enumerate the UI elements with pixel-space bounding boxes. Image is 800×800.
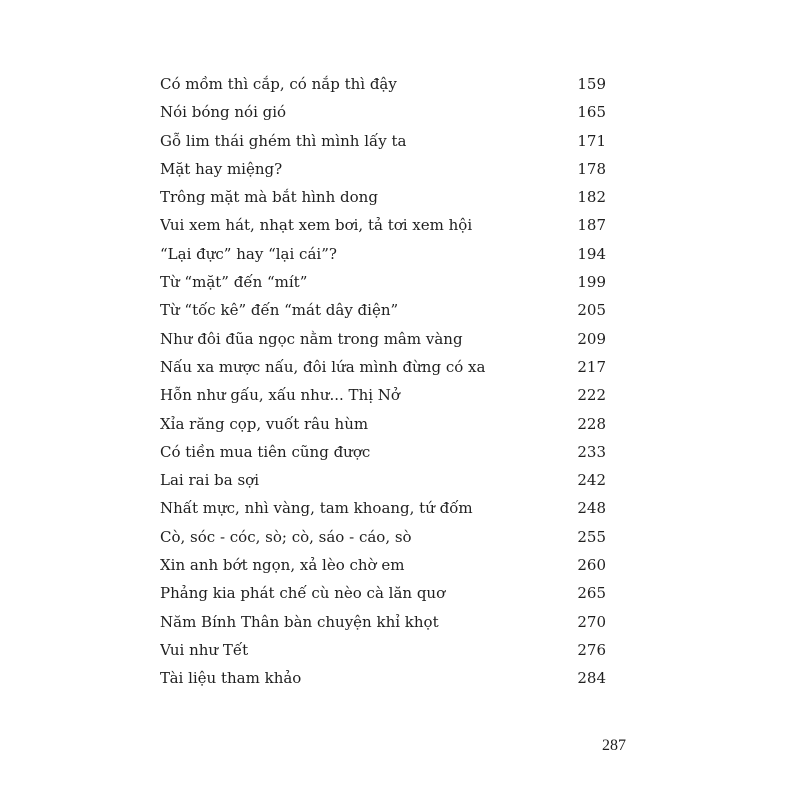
toc-entry [160,353,606,381]
toc-entry-title: Như đôi đũa ngọc nằm trong mâm vàng [160,329,463,348]
toc-entry-title: Có mồm thì cắp, có nắp thì đậy [160,75,397,93]
page-number: 287 [602,737,626,754]
toc-entry-title: Cò, sóc - cóc, sò; cò, sáo - cáo, sò [160,527,412,546]
toc-entry-page: 217 [577,357,606,376]
toc-entry-page: 260 [577,556,606,575]
toc-entry-page: 222 [577,386,606,405]
toc-entry-title: Nhất mực, nhì vàng, tam khoang, tứ đốm [160,499,473,518]
toc-entry-title: Có tiền mua tiên cũng được [160,442,371,461]
toc-entry-page: 165 [577,103,606,122]
toc-entry-title: Xỉa răng cọp, vuốt râu hùm [160,414,369,433]
toc-entry-title: Lai rai ba sợi [160,471,259,490]
toc-entry-title: Nói bóng nói gió [160,103,287,122]
toc-entry-title: Nấu xa mược nấu, đôi lứa mình đừng có xa [160,357,486,376]
toc-entry-page: 159 [577,75,606,93]
toc-entry-title: Gỗ lim thái ghém thì mình lấy ta [160,131,407,150]
toc-entry-page: 284 [577,669,606,688]
toc-entry-title: Phảng kia phát chế cù nèo cà lăn quơ [160,584,446,603]
toc-entry-title: Từ “mặt” đến “mít” [160,273,308,292]
toc-entry-page: 228 [577,414,606,433]
toc-entry-title: Từ “tốc kê” đến “mát dây điện” [160,301,399,320]
table-of-contents [160,70,606,693]
toc-entry [160,155,606,183]
toc-entry-page: 265 [577,584,606,603]
toc-entry-title: Mặt hay miệng? [160,159,283,178]
toc-entry-page: 233 [577,442,606,461]
toc-entry [160,636,606,664]
toc-entry-page: 205 [577,301,606,320]
toc-entry-page: 209 [577,329,606,348]
toc-entry-page: 248 [577,499,606,518]
toc-entry-title: Tài liệu tham khảo [160,669,302,688]
toc-entry [160,70,606,98]
toc-entry-title: Xin anh bớt ngọn, xả lèo chờ em [160,556,405,575]
toc-entry [160,183,606,211]
toc-entry [160,438,606,466]
toc-entry [160,98,606,126]
toc-entry [160,410,606,438]
toc-entry [160,579,606,607]
toc-entry [160,211,606,239]
toc-entry-page: 276 [577,640,606,659]
toc-entry [160,325,606,353]
toc-entry [160,268,606,296]
toc-entry-title: Vui xem hát, nhạt xem bơi, tả tơi xem hội [160,216,473,235]
toc-entry-page: 255 [577,527,606,546]
toc-entry-page: 187 [577,216,606,235]
toc-entry [160,523,606,551]
toc-entry-title: Năm Bính Thân bàn chuyện khỉ khọt [160,612,439,631]
toc-entry [160,296,606,324]
toc-entry-page: 242 [577,471,606,490]
toc-entry-title: Vui như Tết [160,640,249,659]
toc-entry-page: 171 [577,131,606,150]
toc-entry [160,240,606,268]
toc-entry-title: Trông mặt mà bắt hình dong [160,188,378,207]
toc-entry [160,664,606,692]
toc-entry [160,127,606,155]
toc-entry [160,381,606,409]
toc-entry-page: 270 [577,612,606,631]
toc-entry-title: Hỗn như gấu, xấu như... Thị Nở [160,386,400,405]
toc-entry [160,466,606,494]
toc-entry [160,608,606,636]
toc-entry-page: 194 [577,244,606,263]
toc-entry-page: 199 [577,273,606,292]
toc-entry-page: 178 [577,159,606,178]
toc-entry [160,551,606,579]
toc-entry [160,494,606,522]
toc-entry-page: 182 [577,188,606,207]
toc-entry-title: “Lại đực” hay “lại cái”? [160,244,337,263]
